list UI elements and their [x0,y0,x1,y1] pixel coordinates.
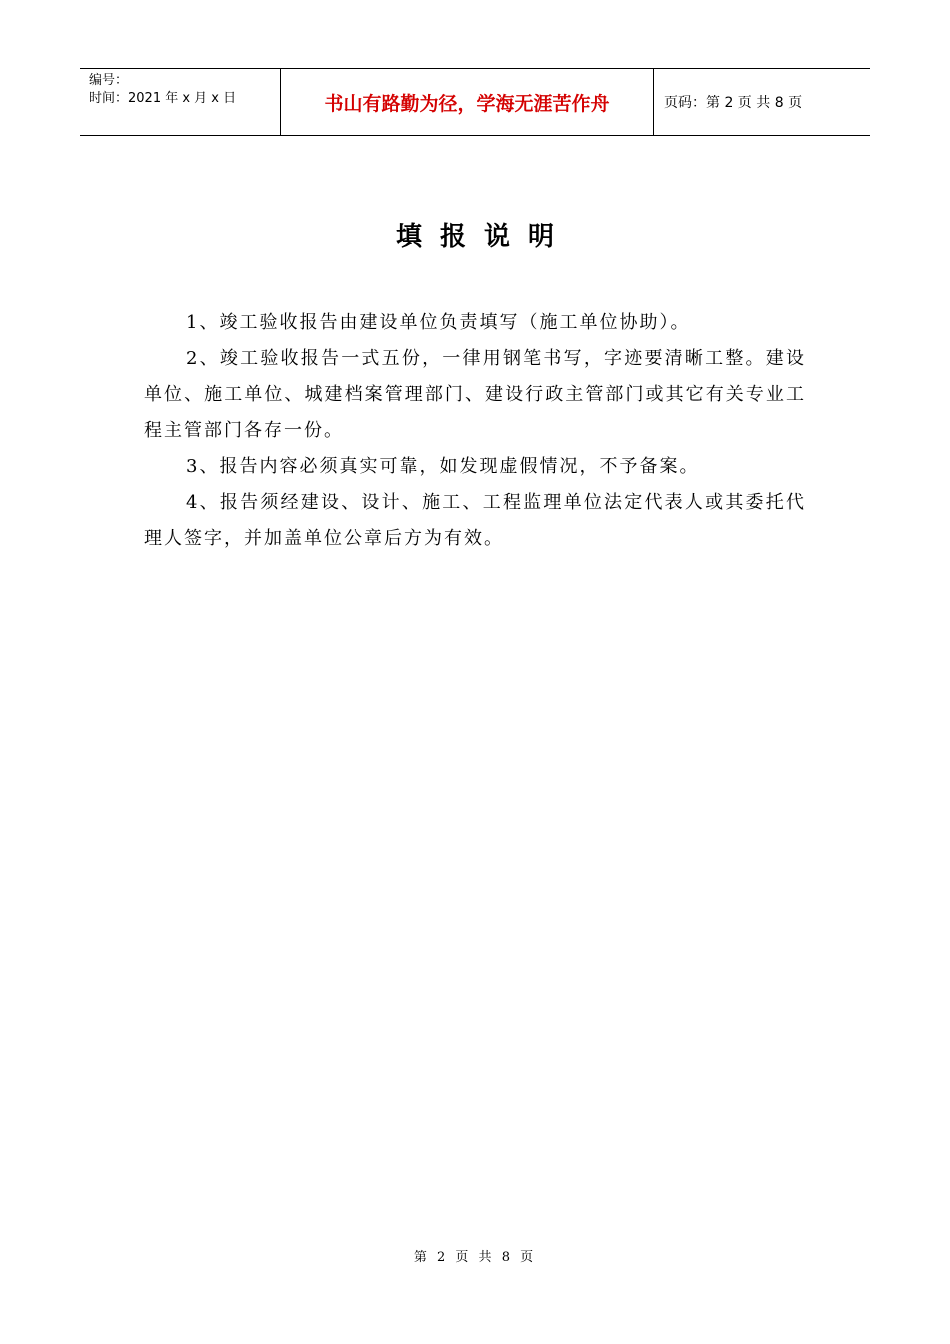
document-number-label: 编号： [89,73,129,88]
instructions-body [144,305,806,557]
page-title: 填报说明 [395,222,572,252]
header-motto: 书山有路勤为径，学海无涯苦作舟 [281,69,654,135]
document-time-label: 时间：2021 年 x 月 x 日 [89,91,237,106]
page-footer: 第 2 页 共 8 页 [413,1250,537,1265]
instruction-paragraph-2: 2、竣工验收报告一式五份，一律用钢笔书写，字迹要清晰工整。建设单位、施工单位、城建档案管理部门、建设行政主管部门或其它有关专业工程主管部门各存一份。 [144,348,806,441]
header-page-number: 页码：第 2 页 共 8 页 [664,95,803,111]
instruction-paragraph-3: 3、报告内容必须真实可靠，如发现虚假情况，不予备案。 [186,456,700,477]
instruction-paragraph-1: 1、竣工验收报告由建设单位负责填写（施工单位协助）。 [186,312,691,333]
document-header [80,68,870,136]
header-meta-cell [80,69,281,135]
instruction-paragraph-4: 4、报告须经建设、设计、施工、工程监理单位法定代表人或其委托代理人签字，并加盖单位公章后方为有效。 [144,492,806,549]
